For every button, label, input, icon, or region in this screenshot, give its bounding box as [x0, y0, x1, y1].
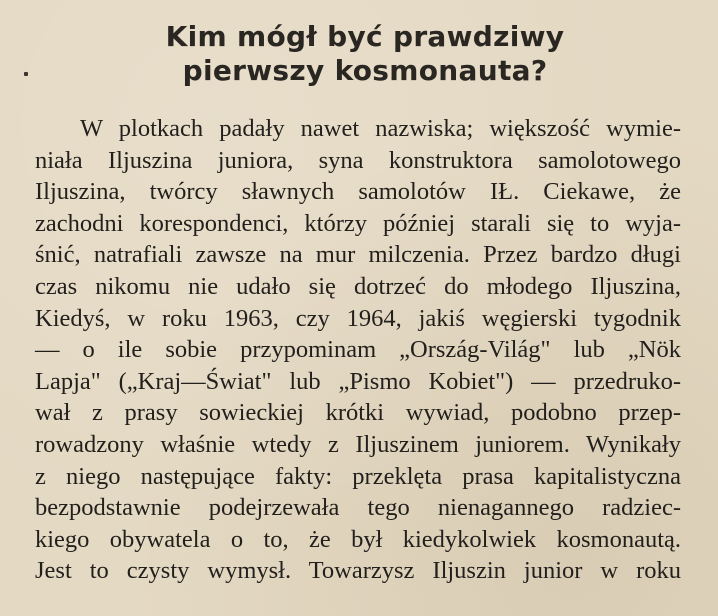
body-line: wał z prasy sowieckiej krótki wywiad, podobno przep- — [35, 399, 681, 427]
body-line: kiego obywatela o to, że był kiedykolwiek kosmonautą. — [35, 525, 681, 553]
body-line: zachodni korespondenci, którzy później starali się to wyja- — [35, 209, 681, 237]
body-line: W plotkach padały nawet nazwiska; większość wymie- — [80, 115, 681, 142]
body-line: z niego następujące fakty: przeklęta prasa kapitalistyczna — [35, 462, 681, 490]
body-line: Lapja" („Kraj—Świat" lub „Pismo Kobiet") — przedruko- — [35, 367, 681, 395]
body-line: bezpodstawnie podejrzewała tego nienagannego radziec- — [35, 494, 681, 522]
title-line-1: Kim mógł być prawdziwy — [165, 20, 565, 53]
article-title — [0, 20, 718, 88]
article-body — [35, 113, 681, 587]
title-line-2: pierwszy kosmonauta? — [182, 54, 548, 87]
body-line: rowadzony właśnie wtedy z Iljuszinem juniorem. Wynikały — [35, 430, 681, 458]
body-line: — o ile sobie przypominam „Ország-Világ" lub „Nök — [35, 336, 681, 364]
body-line: Kiedyś, w roku 1963, czy 1964, jakiś węgierski tygodnik — [35, 304, 681, 332]
body-line: Iljuszina, twórcy sławnych samolotów IŁ. Ciekawe, że — [35, 178, 681, 206]
body-line: niała Iljuszina juniora, syna konstruktora samolotowego — [35, 146, 681, 174]
body-line: Jest to czysty wymysł. Towarzysz Iljuszin junior w roku — [35, 557, 681, 585]
body-line: śnić, natrafiali zawsze na mur milczenia. Przez bardzo długi — [35, 241, 681, 269]
body-line: czas nikomu nie udało się dotrzeć do młodego Iljuszina, — [35, 272, 681, 300]
